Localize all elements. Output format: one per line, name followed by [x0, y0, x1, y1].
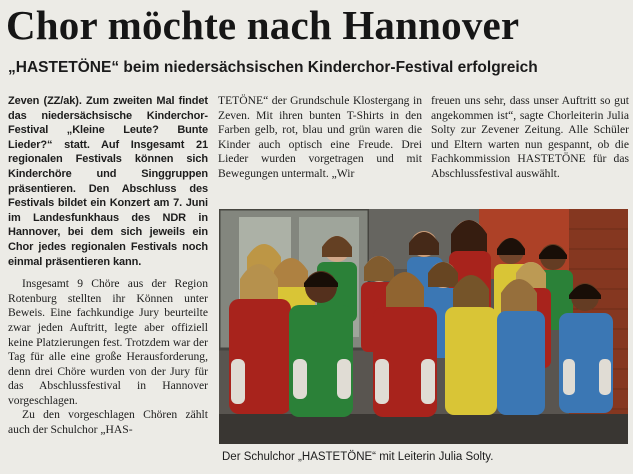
- body-paragraph: Zu den vorgeschlagen Chören zählt auch der Schulchor „HAS-: [8, 408, 208, 437]
- choir-photo: [219, 209, 628, 444]
- photo-caption: Der Schulchor „HASTETÖNE“ mit Leiterin Julia Solty.: [222, 451, 494, 463]
- headline: Chor möchte nach Hannover: [6, 2, 520, 48]
- subheadline: „HASTETÖNE“ beim niedersächsischen Kinderchor-Festival erfolgreich: [8, 59, 538, 76]
- body-paragraph: TETÖNE“ der Grundschule Klostergang in Zeven. Mit ihren bunten T-Shirts in den Farben gelb, rot, blau und grün waren die Kinder auch optisch eine Freude. Drei Lieder wurden vorgetragen und mit Bewegungen untermalt. „Wir: [218, 94, 422, 180]
- article-column-2: [218, 94, 422, 182]
- lead-paragraph: Zeven (ZZ/ak). Zum zweiten Mal findet das niedersächsische Kinderchor-Festival „Kleine Leute? Bunte Lieder?“ statt. Auf Insgesamt 21 regionalen Festivals können sich Kinderchöre und Singgruppen präsentieren. Den Abschluss des Festivals bildet ein Konzert am 7. Juni im Landesfunkhaus des NDR in Hannover, bei dem sich jeweils ein Chor jedes regionalen Festivals noch einmal präsentieren kann.: [8, 95, 208, 268]
- article-column-3: [431, 94, 629, 182]
- body-paragraph: Insgesamt 9 Chöre aus der Region Rotenburg stellten ihr Können unter Beweis. Eine fachkundige Jury beurteilte zwar jeden Auftritt, legte aber offiziell keine Platzierungen fest. Trotzdem war der Tag für alle eine große Herausforderung, denn drei Chöre wurden von der Jury für das Abschlussfestival in Hannover vorgeschlagen.: [8, 277, 208, 407]
- choir-photo-illustration: [219, 209, 628, 444]
- body-paragraph: freuen uns sehr, dass unser Auftritt so gut angekommen ist“, sagte Chorleiterin Julia Solty zur Zevener Zeitung. Alle Schüler und Eltern warten nun gespannt, ob die Fachkommission HASTETÖNE für das Abschlussfestival auswählt.: [431, 94, 629, 180]
- article-column-1: [8, 94, 208, 438]
